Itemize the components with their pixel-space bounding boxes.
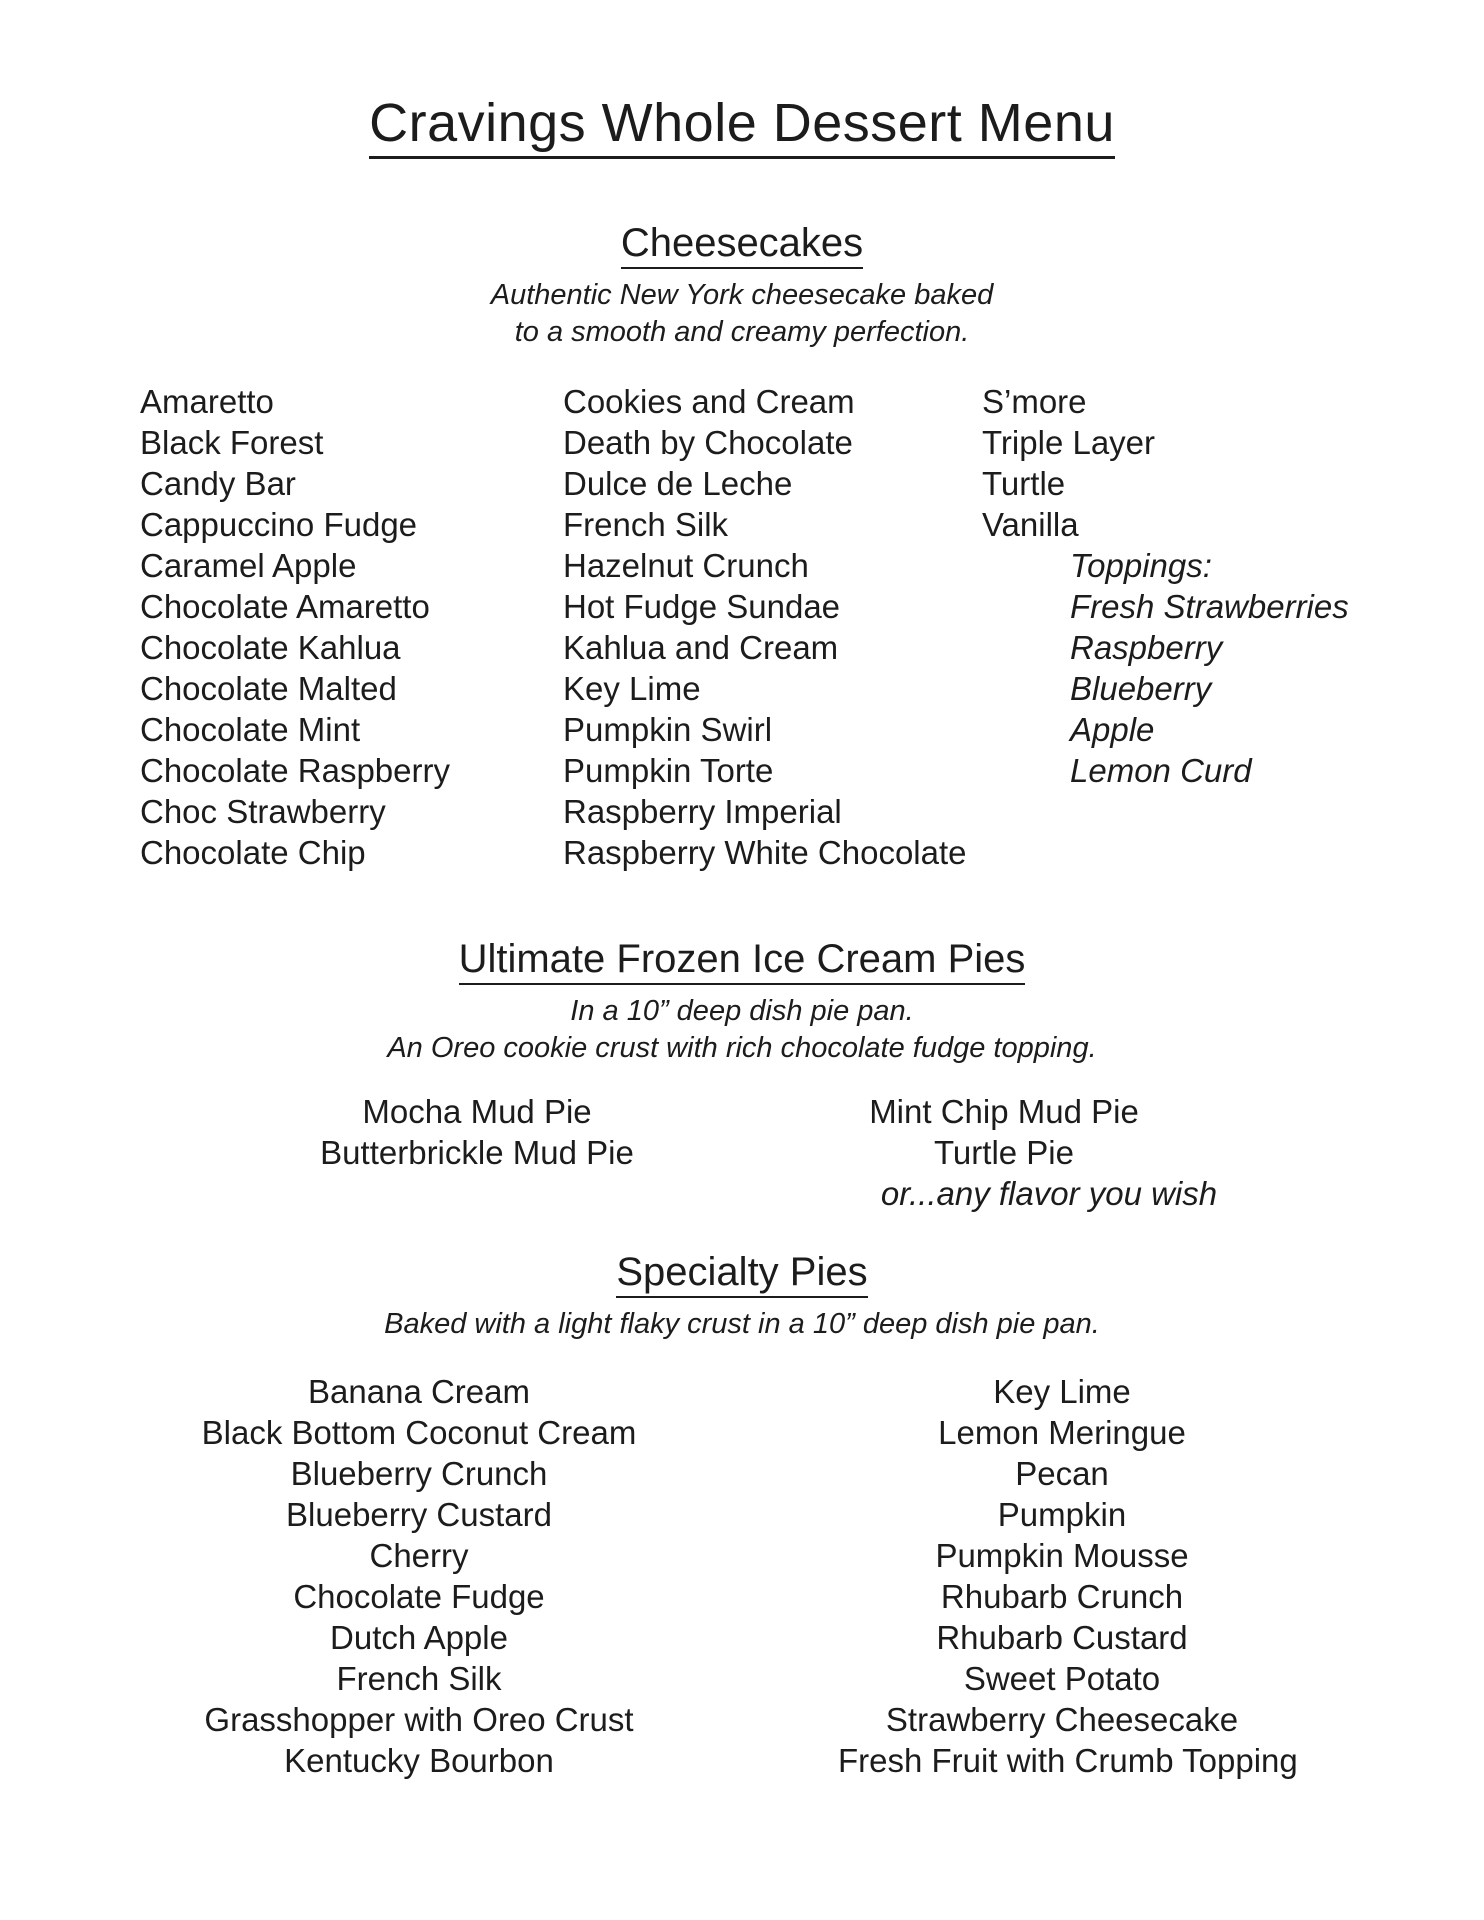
menu-item: Banana Cream bbox=[308, 1373, 530, 1410]
cheesecakes-heading: Cheesecakes bbox=[621, 221, 863, 269]
menu-item: Dutch Apple bbox=[330, 1619, 508, 1656]
frozen-pies-column-2-items bbox=[774, 1091, 1234, 1173]
frozen-pies-subtitle-line1: In a 10” deep dish pie pan. bbox=[570, 995, 914, 1027]
menu-item: Black Bottom Coconut Cream bbox=[201, 1414, 637, 1451]
cheesecake-column-1 bbox=[140, 381, 563, 873]
page-title: Cravings Whole Dessert Menu bbox=[369, 92, 1115, 159]
menu-item: S’more bbox=[982, 383, 1087, 420]
menu-item: Mocha Mud Pie bbox=[362, 1093, 592, 1130]
menu-item: Pumpkin Torte bbox=[563, 752, 774, 789]
menu-item: Sweet Potato bbox=[963, 1660, 1161, 1697]
topping-item: Lemon Curd bbox=[1070, 752, 1252, 789]
menu-item: Caramel Apple bbox=[140, 547, 357, 584]
menu-item: Chocolate Chip bbox=[140, 834, 366, 871]
frozen-pies-list bbox=[0, 1091, 1484, 1214]
specialty-pies-column-2 bbox=[838, 1371, 1298, 1781]
frozen-pies-heading-row bbox=[0, 937, 1484, 985]
menu-item: Amaretto bbox=[140, 383, 274, 420]
menu-item: Key Lime bbox=[563, 670, 701, 707]
menu-item: Kentucky Bourbon bbox=[284, 1742, 554, 1779]
menu-item: Chocolate Raspberry bbox=[140, 752, 450, 789]
menu-item: Dulce de Leche bbox=[563, 465, 793, 502]
menu-item: Lemon Meringue bbox=[938, 1414, 1186, 1451]
menu-item: Rhubarb Crunch bbox=[940, 1578, 1184, 1615]
topping-item: Apple bbox=[1070, 711, 1155, 748]
menu-item: Blueberry Crunch bbox=[290, 1455, 548, 1492]
menu-item: Vanilla bbox=[982, 506, 1079, 543]
menu-item: Raspberry White Chocolate bbox=[563, 834, 967, 871]
menu-item: Raspberry Imperial bbox=[563, 793, 842, 830]
menu-item: Mint Chip Mud Pie bbox=[869, 1093, 1139, 1130]
menu-item: Candy Bar bbox=[140, 465, 296, 502]
specialty-pies-subtitle: Baked with a light flaky crust in a 10” deep dish pie pan. bbox=[384, 1308, 1100, 1340]
menu-item: Key Lime bbox=[993, 1373, 1131, 1410]
menu-item: Choc Strawberry bbox=[140, 793, 386, 830]
menu-item: Chocolate Fudge bbox=[293, 1578, 545, 1615]
cheesecakes-heading-row bbox=[0, 221, 1484, 269]
menu-item: Pumpkin Swirl bbox=[563, 711, 773, 748]
menu-item: Cookies and Cream bbox=[563, 383, 855, 420]
specialty-pies-column-1 bbox=[0, 1371, 838, 1781]
title-row bbox=[0, 0, 1484, 159]
menu-item: Cappuccino Fudge bbox=[140, 506, 418, 543]
menu-item: Hazelnut Crunch bbox=[563, 547, 809, 584]
cheesecake-column-2 bbox=[563, 381, 982, 873]
menu-item: Chocolate Amaretto bbox=[140, 588, 430, 625]
menu-item: Grasshopper with Oreo Crust bbox=[204, 1701, 634, 1738]
frozen-pies-subtitle-line2: An Oreo cookie crust with rich chocolate fudge topping. bbox=[387, 1032, 1097, 1064]
cheesecakes-subtitle-line2: to a smooth and creamy perfection. bbox=[514, 316, 970, 348]
frozen-pies-column-2 bbox=[774, 1091, 1234, 1214]
menu-item: Black Forest bbox=[140, 424, 324, 461]
menu-item: Rhubarb Custard bbox=[936, 1619, 1188, 1656]
menu-item: Death by Chocolate bbox=[563, 424, 853, 461]
cheesecake-column-3 bbox=[982, 381, 1462, 873]
menu-item: Chocolate Kahlua bbox=[140, 629, 401, 666]
menu-item: Pumpkin Mousse bbox=[935, 1537, 1189, 1574]
menu-item: Hot Fudge Sundae bbox=[563, 588, 841, 625]
specialty-pies-heading: Specialty Pies bbox=[616, 1250, 867, 1298]
menu-item: Chocolate Mint bbox=[140, 711, 361, 748]
menu-item: Strawberry Cheesecake bbox=[885, 1701, 1239, 1738]
cheesecake-column-3-flavors bbox=[982, 381, 1462, 545]
menu-item: Turtle bbox=[982, 465, 1066, 502]
menu-item: Cherry bbox=[369, 1537, 469, 1574]
menu-item: Butterbrickle Mud Pie bbox=[320, 1134, 634, 1171]
menu-item: Fresh Fruit with Crumb Topping bbox=[838, 1742, 1298, 1779]
menu-item: Triple Layer bbox=[982, 424, 1156, 461]
topping-item: Blueberry bbox=[1070, 670, 1212, 707]
any-flavor-note: or...any flavor you wish bbox=[880, 1175, 1218, 1212]
menu-item: French Silk bbox=[336, 1660, 502, 1697]
specialty-pies-list bbox=[0, 1371, 1484, 1781]
topping-item: Fresh Strawberries bbox=[1070, 588, 1349, 625]
cheesecakes-list bbox=[0, 381, 1484, 873]
topping-item: Raspberry bbox=[1070, 629, 1223, 666]
menu-item: Blueberry Custard bbox=[286, 1496, 552, 1533]
menu-item: Kahlua and Cream bbox=[563, 629, 839, 666]
specialty-pies-heading-row bbox=[0, 1250, 1484, 1298]
frozen-pies-column-1 bbox=[180, 1091, 774, 1214]
toppings-block bbox=[1070, 545, 1462, 791]
toppings-label: Toppings: bbox=[1070, 547, 1212, 584]
menu-item: French Silk bbox=[563, 506, 729, 543]
menu-item: Pecan bbox=[1015, 1455, 1109, 1492]
menu-item: Pumpkin bbox=[997, 1496, 1127, 1533]
menu-item: Turtle Pie bbox=[934, 1134, 1074, 1171]
menu-item: Chocolate Malted bbox=[140, 670, 397, 707]
cheesecakes-subtitle-line1: Authentic New York cheesecake baked bbox=[490, 279, 994, 311]
toppings-list bbox=[1070, 586, 1462, 791]
frozen-pies-heading: Ultimate Frozen Ice Cream Pies bbox=[459, 937, 1026, 985]
